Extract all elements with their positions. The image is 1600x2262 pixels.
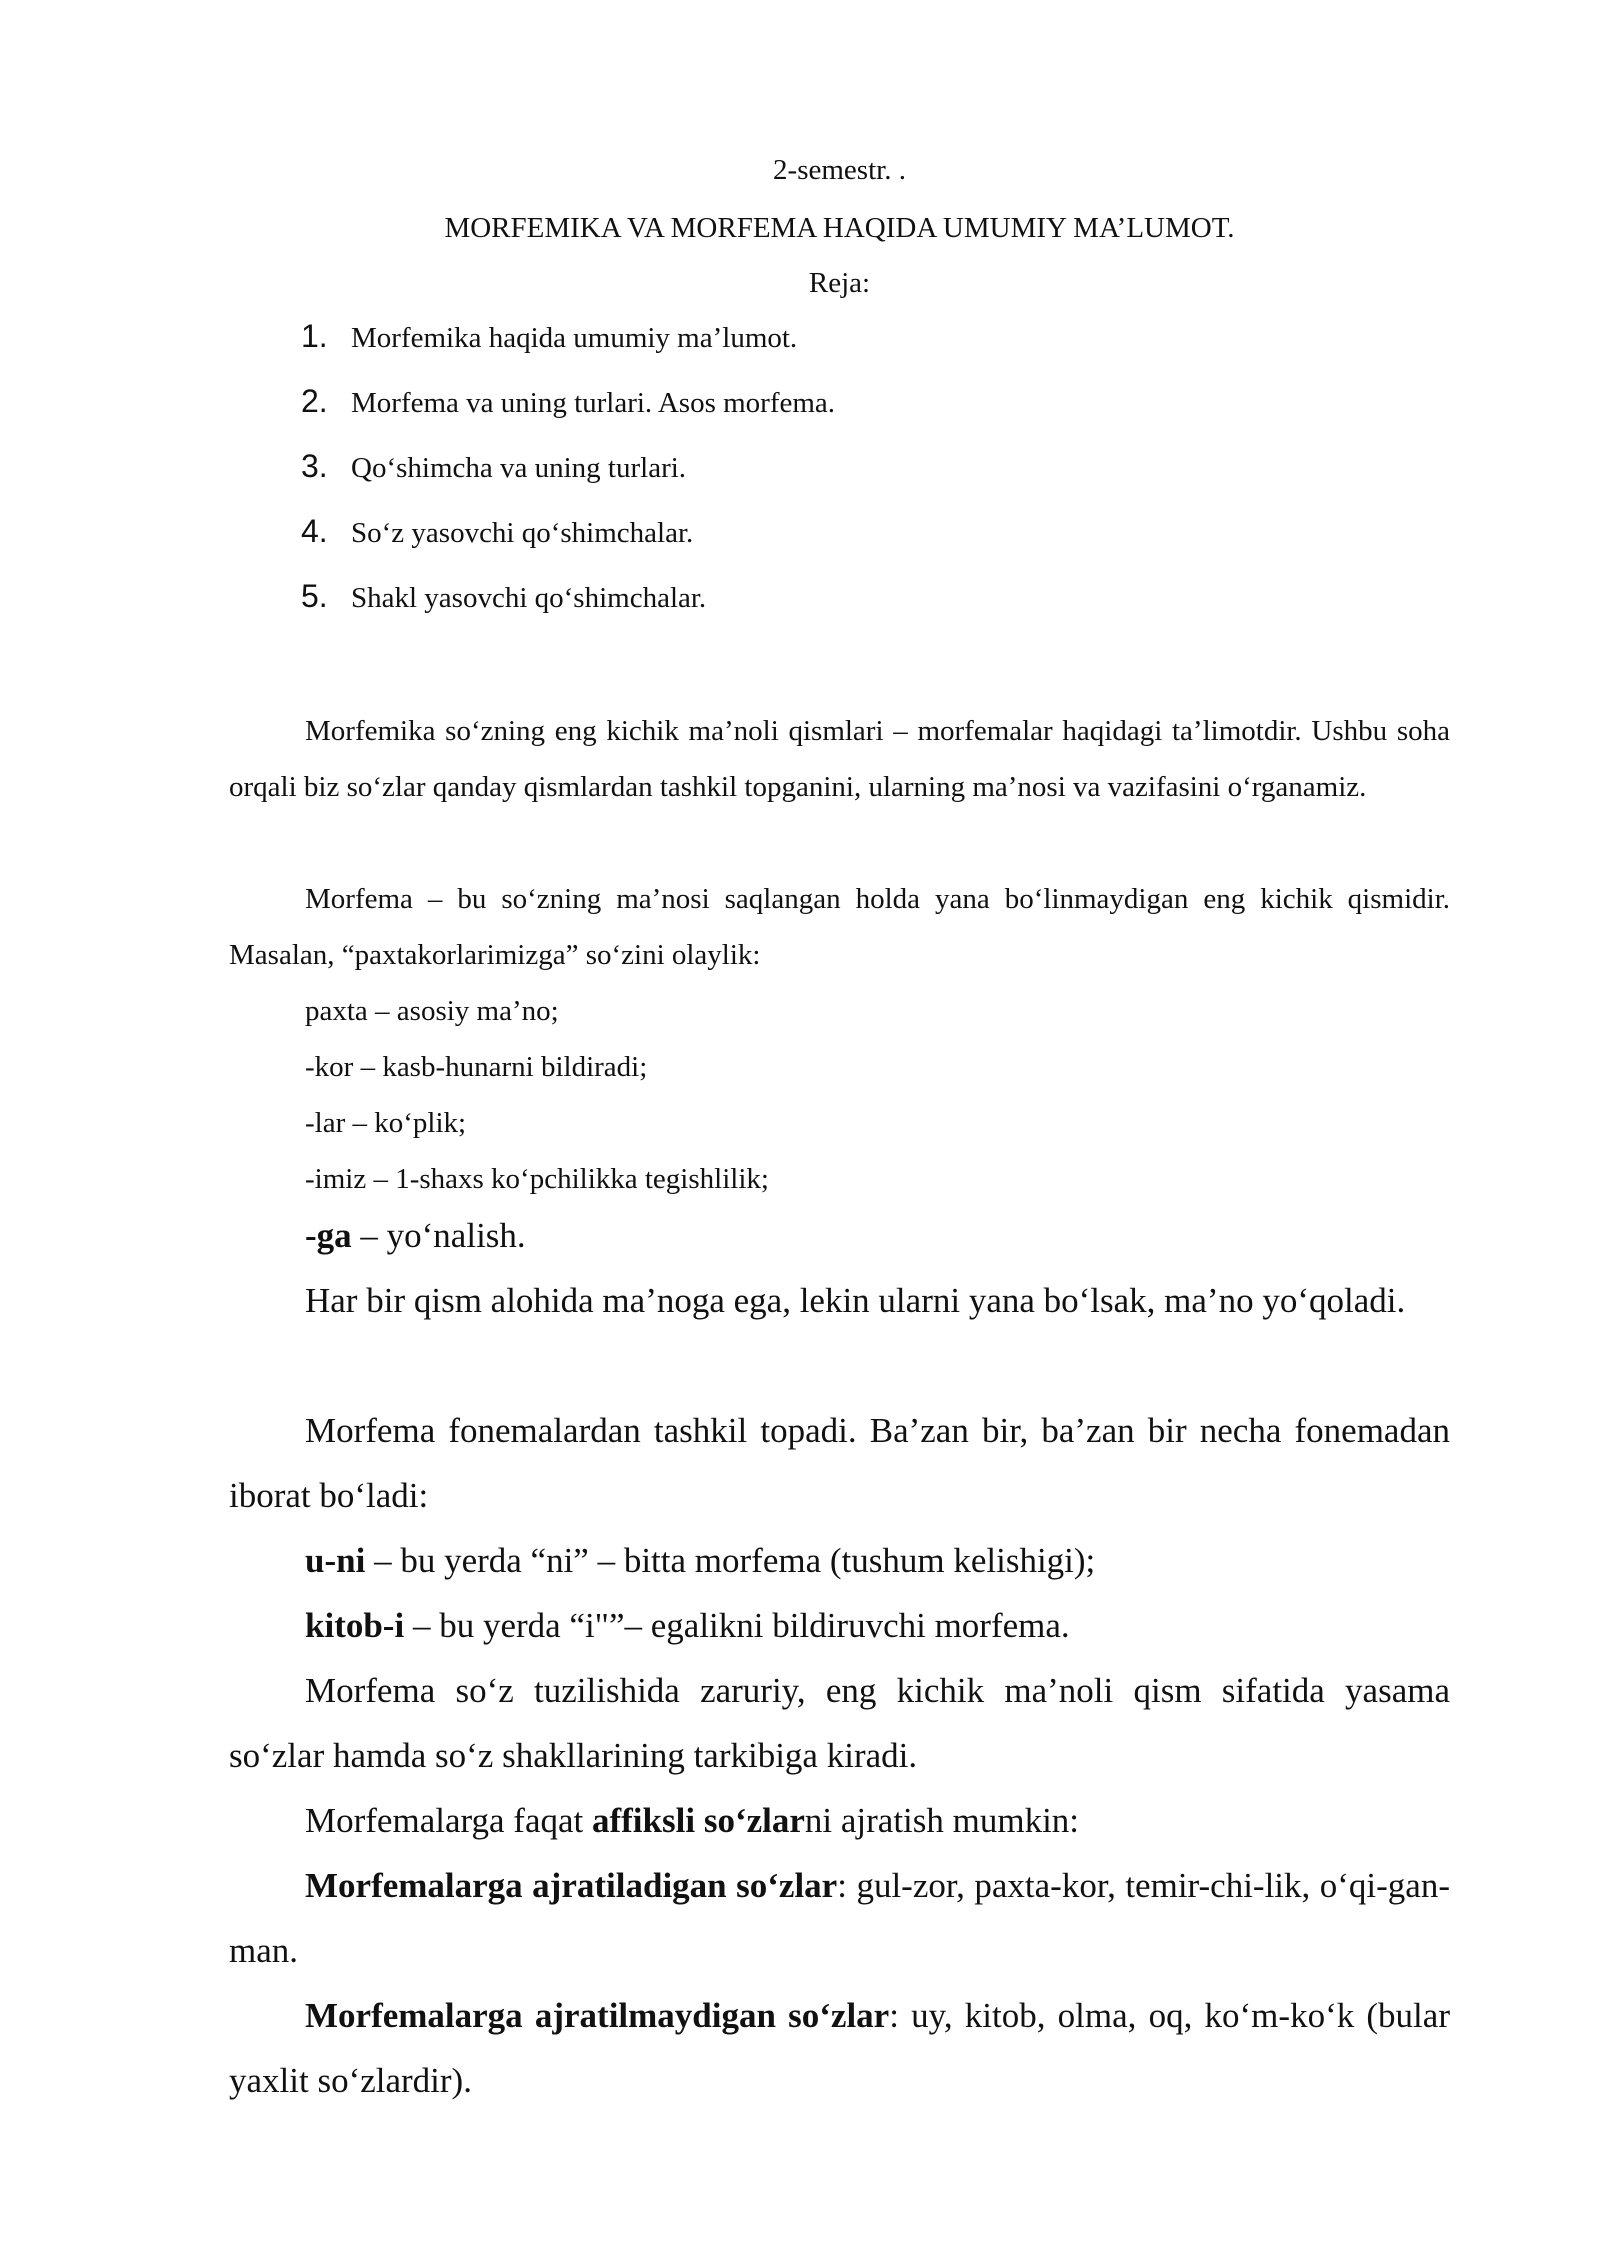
paragraph-morfema-definition: Morfema – bu so‘zning ma’nosi saqlangan holda yana bo‘linmaydigan eng kichik qismidir. Masalan, “paxtakorlarimizga” so‘zini olaylik: <box>229 883 1450 971</box>
plan-item-number: 3. <box>301 448 328 484</box>
example-ga <box>305 1203 1450 1268</box>
example-ga-text: – yo‘nalish. <box>351 1216 526 1255</box>
example-u-ni-term: u-ni <box>305 1541 366 1580</box>
plan-heading: Reja: <box>808 267 871 299</box>
affiksli-text-start: Morfemalarga faqat <box>305 1801 592 1840</box>
paragraph-morfemika-definition: Morfemika so‘zning eng kichik ma’noli qismlari – morfemalar haqidagi ta’limotdir. Ushbu soha orqali biz so‘zlar qanday qismlardan tashkil topganini, ularning ma’nosi va vazifasini o‘rganamiz. <box>229 715 1450 803</box>
affiksli-term: affiksli so‘zlar <box>592 1801 805 1840</box>
paragraph-fonemalar: Morfema fonemalardan tashkil topadi. Ba’zan bir, ba’zan bir necha fonemadan iborat bo‘ladi: <box>229 1411 1450 1515</box>
plan-item-text: Morfema va uning turlari. Asos morfema. <box>351 387 836 419</box>
plan-item-text: So‘z yasovchi qo‘shimchalar. <box>351 517 694 549</box>
example-u-ni-text: – bu yerda “ni” – bitta morfema (tushum kelishigi); <box>365 1541 1096 1580</box>
paragraph-ajratilmaydigan-sozlar <box>229 1983 1450 2113</box>
paragraph-morfema-tuzilishi: Morfema so‘z tuzilishida zaruriy, eng kichik ma’noli qism sifatida yasama so‘zlar hamda so‘z shakllarining tarkibiga kiradi. <box>229 1671 1450 1775</box>
semester-label: 2-semestr. . <box>773 154 906 186</box>
example-lar: -lar – ko‘plik; <box>305 1107 467 1139</box>
document-title: MORFEMIKA VA MORFEMA HAQIDA UMUMIY MA’LUMOT. <box>444 212 1235 244</box>
affiksli-text-end: ni ajratish mumkin: <box>804 1801 1080 1840</box>
plan-item-text: Morfemika haqida umumiy ma’lumot. <box>351 322 798 354</box>
ajratiladigan-examples: : gul-zor, paxta-kor, temir-chi-lik, o‘qi-gan-man. <box>229 1866 1450 1970</box>
plan-item <box>301 448 835 513</box>
ajratilmaydigan-examples: : uy, kitob, olma, oq, ko‘m-ko‘k (bular yaxlit so‘zlardir). <box>229 1996 1450 2100</box>
example-u-ni <box>305 1528 1450 1593</box>
plan-item <box>301 578 835 643</box>
ajratiladigan-term: Morfemalarga ajratiladigan so‘zlar <box>305 1866 838 1905</box>
plan-item-number: 1. <box>301 318 328 354</box>
example-paxta: paxta – asosiy ma’no; <box>305 995 559 1027</box>
plan-item-number: 2. <box>301 383 328 419</box>
plan-item-text: Qo‘shimcha va uning turlari. <box>351 452 687 484</box>
example-imiz: -imiz – 1-shaxs ko‘pchilikka tegishlilik; <box>305 1163 769 1195</box>
plan-item <box>301 513 835 578</box>
plan-item-text: Shakl yasovchi qo‘shimchalar. <box>351 582 707 614</box>
example-kitob-i-text: – bu yerda “i"”– egalikni bildiruvchi morfema. <box>404 1606 1070 1645</box>
ajratilmaydigan-term: Morfemalarga ajratilmaydigan so‘zlar <box>305 1996 890 2035</box>
plan-item <box>301 318 835 383</box>
example-kitob-i-term: kitob-i <box>305 1606 405 1645</box>
plan-item-number: 4. <box>301 513 328 549</box>
paragraph-affiksli-sozlar <box>305 1788 1450 1853</box>
paragraph-ajratiladigan-sozlar <box>229 1853 1450 1983</box>
plan-item <box>301 383 835 448</box>
example-kor: -kor – kasb-hunarni bildiradi; <box>305 1051 648 1083</box>
plan-item-number: 5. <box>301 578 328 614</box>
example-kitob-i <box>305 1593 1450 1658</box>
example-ga-term: -ga <box>305 1216 352 1255</box>
paragraph-har-bir-qism: Har bir qism alohida ma’noga ega, lekin ularni yana bo‘lsak, ma’no yo‘qoladi. <box>305 1281 1406 1320</box>
plan-list <box>301 318 835 643</box>
